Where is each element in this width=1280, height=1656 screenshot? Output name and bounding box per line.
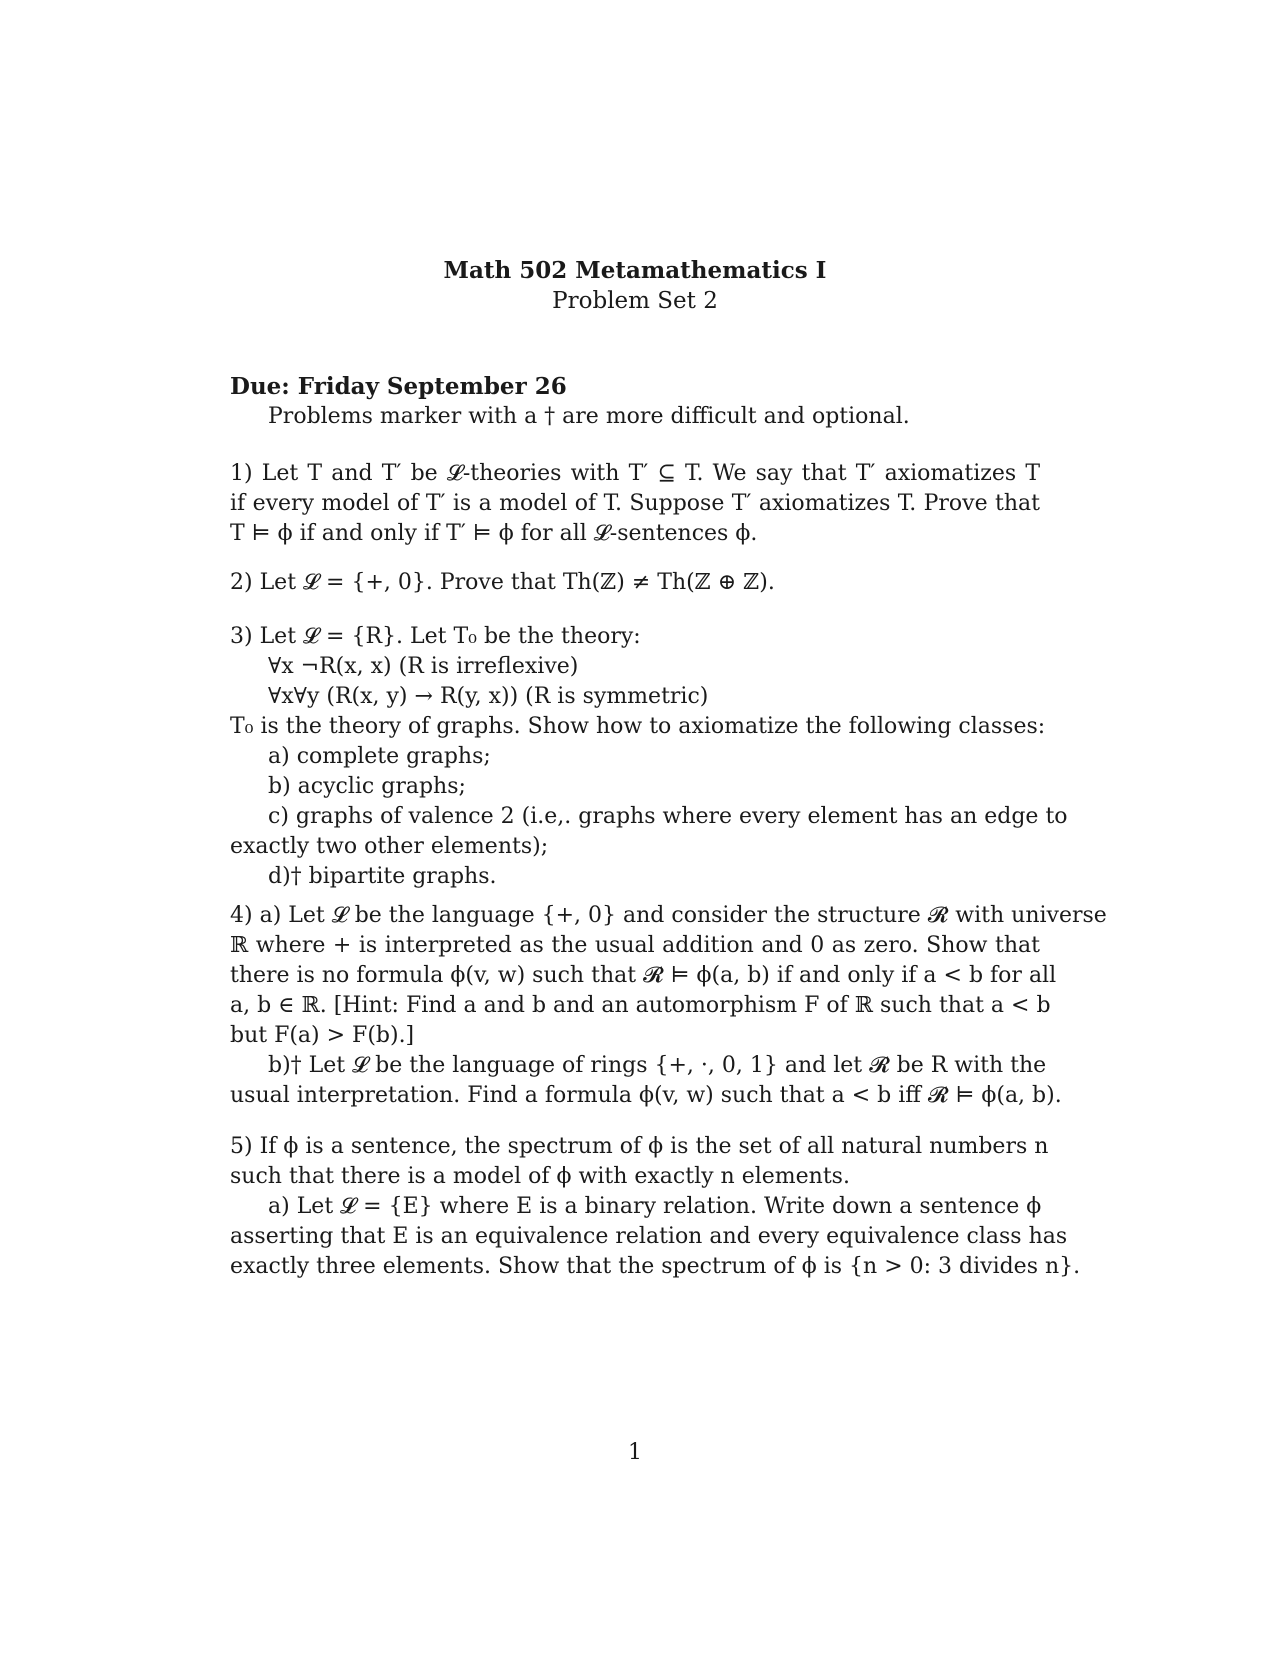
problem-line: 3) Let 𝓛 = {R}. Let T₀ be the theory: [230, 624, 641, 649]
due-section [230, 372, 1040, 432]
problem-line: 1) Let T and T′ be 𝓛-theories with T′ ⊆ T. We say that T′ axiomatizes T [230, 461, 1040, 486]
page-number: 1 [628, 1440, 642, 1465]
problem-2 [230, 568, 1040, 598]
header [0, 256, 1270, 316]
problem-line: ℝ where + is interpreted as the usual addition and 0 as zero. Show that [230, 933, 1040, 958]
axiom-line: ∀x∀y (R(x, y) → R(y, x)) (R is symmetric) [268, 684, 709, 709]
problem-line: 2) Let 𝓛 = {+, 0}. Prove that Th(ℤ) ≠ Th(ℤ ⊕ ℤ). [230, 570, 775, 595]
problem-1 [230, 459, 1040, 549]
problem-3 [230, 622, 1068, 892]
page-title: Math 502 Metamathematics I [443, 257, 827, 284]
problem-line: if every model of T′ is a model of T. Suppose T′ axiomatizes T. Prove that [230, 491, 1040, 516]
subproblem-line: exactly two other elements); [230, 834, 549, 859]
problem-line: there is no formula ϕ(v, w) such that 𝓡 ⊨ ϕ(a, b) if and only if a < b for all [230, 963, 1057, 988]
problem-5 [230, 1132, 1081, 1282]
subproblem-line: b) acyclic graphs; [268, 774, 466, 799]
due-date: Due: Friday September 26 [230, 373, 567, 400]
subproblem-line: usual interpretation. Find a formula ϕ(v, w) such that a < b iff 𝓡 ⊨ ϕ(a, b). [230, 1083, 1062, 1108]
subproblem-line: a) Let 𝓛 = {E} where E is a binary relation. Write down a sentence ϕ [268, 1194, 1042, 1219]
subproblem-line: c) graphs of valence 2 (i.e,. graphs where every element has an edge to [268, 804, 1068, 829]
subproblem-line: d)† bipartite graphs. [268, 864, 497, 889]
problem-line: but F(a) > F(b).] [230, 1023, 415, 1048]
problem-line: such that there is a model of ϕ with exactly n elements. [230, 1164, 850, 1189]
problem-4 [230, 901, 1107, 1111]
subproblem-line: exactly three elements. Show that the spectrum of ϕ is {n > 0: 3 divides n}. [230, 1254, 1081, 1279]
page-subtitle: Problem Set 2 [552, 288, 718, 314]
problem-line: T₀ is the theory of graphs. Show how to axiomatize the following classes: [230, 714, 1046, 739]
due-note: Problems marker with a † are more difficult and optional. [268, 404, 910, 429]
subproblem-line: b)† Let 𝓛 be the language of rings {+, ·, 0, 1} and let 𝓡 be R with the [268, 1053, 1047, 1078]
problem-line: a, b ∈ ℝ. [Hint: Find a and b and an automorphism F of ℝ such that a < b [230, 993, 1051, 1018]
subproblem-line: asserting that E is an equivalence relation and every equivalence class has [230, 1224, 1068, 1249]
problem-line: 4) a) Let 𝓛 be the language {+, 0} and consider the structure 𝓡 with universe [230, 903, 1107, 928]
subproblem-line: a) complete graphs; [268, 744, 491, 769]
problem-line: T ⊨ ϕ if and only if T′ ⊨ ϕ for all 𝓛-sentences ϕ. [230, 521, 758, 546]
axiom-line: ∀x ¬R(x, x) (R is irreflexive) [268, 654, 579, 679]
problem-line: 5) If ϕ is a sentence, the spectrum of ϕ is the set of all natural numbers n [230, 1134, 1049, 1159]
